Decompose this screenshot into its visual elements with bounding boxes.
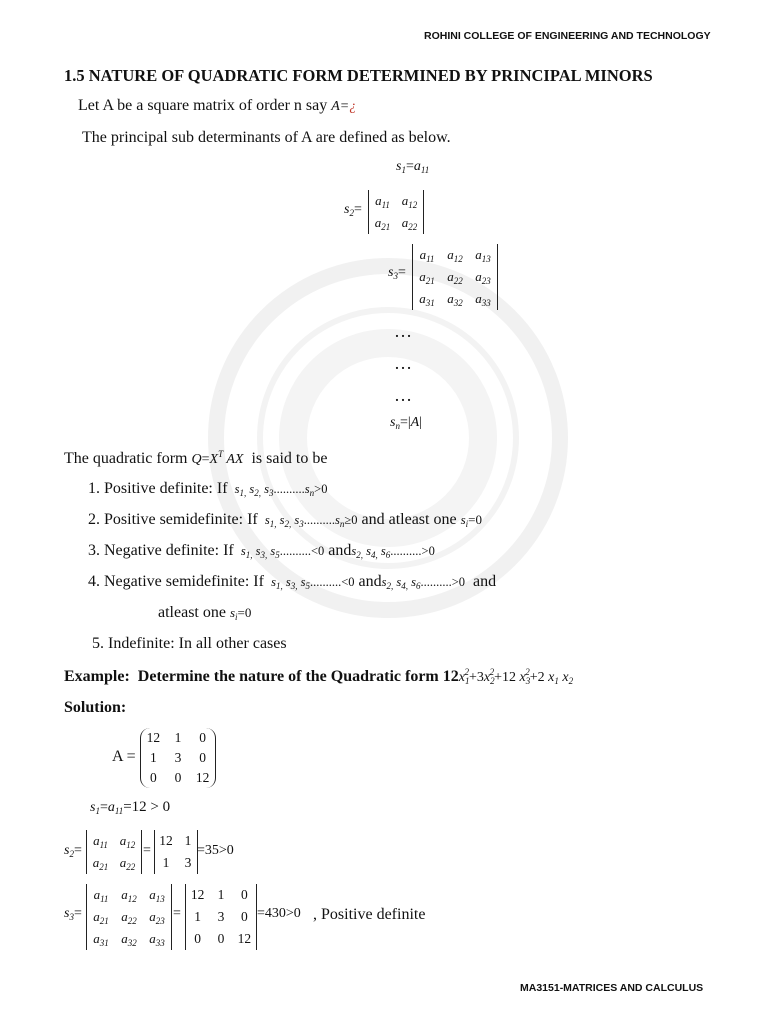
s2-value: =35>0 bbox=[197, 843, 234, 858]
matrix-cell: 0 bbox=[149, 770, 157, 785]
s1-value: =12 > 0 bbox=[123, 799, 171, 815]
matrix-cell: 0 bbox=[240, 887, 248, 902]
matrix-cell: 0 bbox=[240, 909, 248, 924]
matrix-cell: 3 bbox=[174, 750, 182, 765]
example-coef: 12 bbox=[442, 668, 459, 685]
intro-line bbox=[78, 97, 356, 115]
item-tail2: atleast one bbox=[158, 604, 226, 621]
matrix-cell: 0 bbox=[217, 931, 225, 946]
sn-definition: $s_n=|A|$ bbox=[390, 415, 423, 431]
list-item: 1. Positive definite: If $s_{1,}$ $s_{2,}$ $s_3..........s_n>0$ bbox=[88, 480, 328, 498]
matrix-a-label: A = bbox=[112, 748, 136, 765]
matrix-cell: 3 bbox=[217, 909, 225, 924]
s3-label: $s_3=$ bbox=[388, 265, 406, 281]
item-tail: and bbox=[473, 573, 497, 590]
item-number: 2. bbox=[88, 511, 100, 528]
item-number: 1. bbox=[88, 480, 100, 497]
matrix-cell: 0 bbox=[174, 770, 182, 785]
matrix-cell: 12 bbox=[159, 833, 173, 848]
matrix-a bbox=[140, 728, 216, 788]
ellipsis-2: … bbox=[394, 353, 412, 373]
s2-symbolic-determinant: $a_{11}$ $a_{12}$ $a_{21}$ $a_{22}$ bbox=[86, 830, 142, 874]
list-item-continuation: atleast one $s_i=0$ bbox=[158, 604, 252, 622]
item-tail: and atleast one bbox=[361, 511, 457, 528]
item-mid: and bbox=[358, 573, 382, 590]
s3-determinant: $a_{11}$ $a_{12}$ $a_{13}$ $a_{21}$ $a_{22}$ $a_{23}$ $a_{31}$ $a_{32}$ $a_{33}$ bbox=[412, 244, 498, 310]
footer-course: MA3151-MATRICES AND CALCULUS bbox=[520, 982, 704, 994]
matrix-row bbox=[186, 884, 256, 906]
intro-text: Let A be a square matrix of order n say bbox=[78, 97, 328, 114]
item-number: 4. bbox=[88, 573, 100, 590]
s2-numeric-determinant bbox=[154, 830, 198, 874]
s2-result-label: $s_2=$ bbox=[64, 843, 82, 859]
matrix-row bbox=[186, 906, 256, 928]
matrix-row bbox=[155, 830, 197, 852]
matrix-cell: 12 bbox=[237, 931, 252, 946]
item-mid: and bbox=[328, 542, 352, 559]
quadratic-lead bbox=[64, 449, 327, 468]
item-number: 5. bbox=[92, 635, 104, 652]
s3-value: =430>0 bbox=[257, 906, 301, 921]
example-text: Determine the nature of the Quadratic form bbox=[137, 668, 439, 685]
equals-sign: = bbox=[143, 843, 151, 858]
s3-numeric-determinant bbox=[185, 884, 257, 950]
matrix-cell: 1 bbox=[184, 833, 192, 848]
definition-line: The principal sub determinants of A are defined as below. bbox=[82, 129, 451, 146]
intro-math: A= bbox=[331, 99, 350, 114]
matrix-cell: 12 bbox=[195, 770, 210, 785]
item-label: Negative definite: If bbox=[104, 542, 234, 559]
matrix-row bbox=[141, 748, 215, 768]
solution-label: Solution: bbox=[64, 699, 127, 716]
item-number: 3. bbox=[88, 542, 100, 559]
list-item: 2. Positive semidefinite: If $s_{1,}$ $s_{2,}$ $s_3..........s_n\ge 0$ and atleast one $s_i=0$ bbox=[88, 511, 482, 529]
matrix-cell: 1 bbox=[162, 855, 170, 870]
matrix-cell: 1 bbox=[194, 909, 202, 924]
s2-label: $s_2=$ bbox=[344, 202, 362, 218]
ellipsis-3: … bbox=[394, 385, 412, 405]
item-label: Positive semidefinite: If bbox=[104, 511, 258, 528]
quadratic-lead-tail: is said to be bbox=[251, 450, 328, 467]
list-item bbox=[92, 635, 287, 653]
list-item: 4. Negative semidefinite: If $s_{1,}$ $s_{3,}$ $s_5..........<0$ ands$_{2,}$ $s_{4,}$ $s_6..........>0$ and bbox=[88, 573, 497, 591]
matrix-cell: 3 bbox=[184, 855, 192, 870]
college-seal-watermark bbox=[208, 258, 568, 618]
intro-glyph: ¿ bbox=[349, 99, 357, 114]
item-label: Positive definite: If bbox=[104, 480, 228, 497]
ellipsis-1: … bbox=[394, 321, 412, 341]
example-line: Example: Determine the nature of the Quadratic form $12x_1^2+3x_2^2+12$ $x_3^2+2$ $x_1$ $x_2$ bbox=[64, 667, 574, 686]
matrix-cell: 1 bbox=[217, 887, 225, 902]
quadratic-lead-text: The quadratic form bbox=[64, 450, 188, 467]
matrix-cell: 1 bbox=[149, 750, 157, 765]
list-item: 3. Negative definite: If $s_{1,}$ $s_{3,}$ $s_5..........<0$ ands$_{2,}$ $s_{4,}$ $s_6..........>0$ bbox=[88, 542, 435, 560]
matrix-row bbox=[186, 928, 256, 950]
s1-result: $s_1=a_{11}=12 > 0$ bbox=[90, 799, 171, 816]
s1-definition: $s_1=a_{11}$ bbox=[396, 159, 430, 175]
matrix-cell: 0 bbox=[199, 730, 207, 745]
matrix-cell: 12 bbox=[146, 730, 161, 745]
quadratic-formula: $Q=X^T$ AX bbox=[191, 449, 244, 467]
matrix-row bbox=[141, 728, 215, 748]
item-label: Negative semidefinite: If bbox=[104, 573, 264, 590]
s3-result-label: $s_3=$ bbox=[64, 906, 82, 922]
header-institution: ROHINI COLLEGE OF ENGINEERING AND TECHNOLOGY bbox=[424, 30, 711, 42]
s3-conclusion: , Positive definite bbox=[313, 906, 426, 923]
matrix-cell: 1 bbox=[174, 730, 182, 745]
matrix-cell: 0 bbox=[194, 931, 202, 946]
s3-symbolic-determinant: $a_{11}$ $a_{12}$ $a_{13}$ $a_{21}$ $a_{22}$ $a_{23}$ $a_{31}$ $a_{32}$ $a_{33}$ bbox=[86, 884, 172, 950]
item-label: Indefinite: In all other cases bbox=[108, 635, 287, 652]
s2-determinant: $a_{11}$ $a_{12}$ $a_{21}$ $a_{22}$ bbox=[368, 190, 424, 234]
section-title: 1.5 NATURE OF QUADRATIC FORM DETERMINED BY PRINCIPAL MINORS bbox=[64, 66, 653, 85]
matrix-cell: 0 bbox=[199, 750, 207, 765]
example-label: Example: bbox=[64, 668, 130, 685]
matrix-row bbox=[141, 768, 215, 788]
matrix-row bbox=[155, 852, 197, 874]
matrix-cell: 12 bbox=[190, 887, 205, 902]
equals-sign: = bbox=[173, 906, 181, 921]
